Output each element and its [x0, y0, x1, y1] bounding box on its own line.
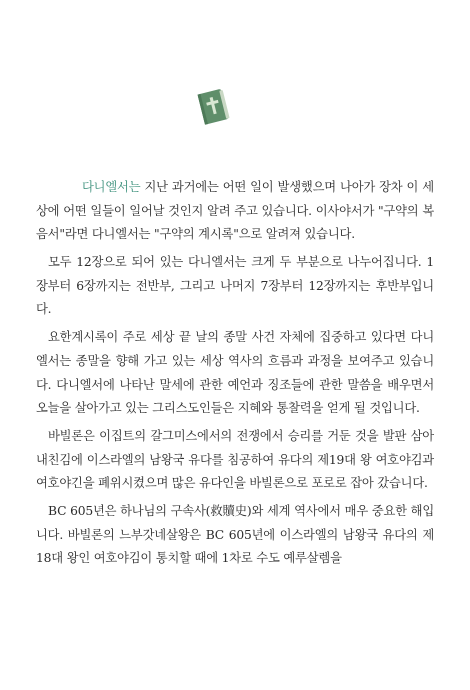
paragraph: 모두 12장으로 되어 있는 다니엘서는 크게 두 부분으로 나누어집니다. 1장부터 6장까지는 전반부, 그리고 나머지 7장부터 12장까지는 후반부입니다.: [36, 255, 434, 317]
body-text: [36, 176, 434, 575]
highlighted-term: 다니엘서는: [82, 180, 141, 194]
paragraph: BC 605년은 하나님의 구속사(救贖史)와 세계 역사에서 매우 중요한 해입니다. 바빌론의 느부갓네살왕은 BC 605년에 이스라엘의 남왕국 유다의 제18대 왕인 여호야김이 통치할 때에 1차로 수도 예루살렘을: [36, 504, 434, 566]
paragraph-text: 지난 과거에는 어떤 일이 발생했으며 나아가 장차 이 세상에 어떤 일들이 일어날 것인지 알려 주고 있습니다. 이사야서가 "구약의 복음서"라면 다니엘서는 "구약의 계시록"으로 알려져 있습니다.: [36, 180, 434, 242]
paragraph: [36, 176, 434, 247]
bible-book-icon: [193, 86, 235, 128]
paragraph: 요한계시록이 주로 세상 끝 날의 종말 사건 자체에 집중하고 있다면 다니엘서는 종말을 향해 가고 있는 세상 역사의 흐름과 과정을 보여주고 있습니다. 다니엘서에 나타난 말세에 관한 예언과 징조들에 관한 말씀을 배우면서 오늘을 살아가고 있는 그리스도인들은 지혜와 통찰력을 얻게 될 것입니다.: [36, 330, 434, 416]
paragraph: 바빌론은 이집트의 갈그미스에서의 전쟁에서 승리를 거둔 것을 발판 삼아 내친김에 이스라엘의 남왕국 유다를 침공하여 유다의 제19대 왕 여호야김과 여호야긴을 폐위시켰으며 많은 유다인을 바빌론으로 포로로 잡아 갔습니다.: [36, 429, 434, 491]
